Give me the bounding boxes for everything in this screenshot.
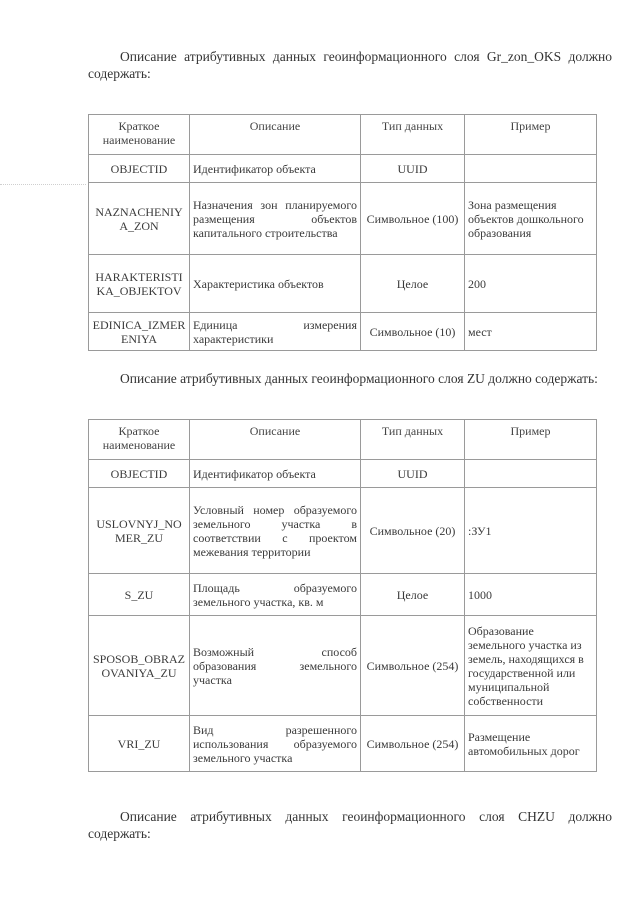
table-row [89,488,597,574]
table-row [89,183,597,255]
cell-description: Возможный способ образования земельного участка [190,616,361,716]
paragraph-gr-zon-oks [88,48,612,82]
cell-description: Единица измерения характеристики [190,313,361,351]
header-example: Пример [465,115,597,155]
table-row [89,460,597,488]
cell-short-name: S_ZU [89,574,190,616]
paragraph-text: Описание атрибутивных данных геоинформационного слоя CHZU должно содержать: [88,809,612,841]
table-row [89,313,597,351]
header-data-type: Тип данных [361,420,465,460]
table-row [89,574,597,616]
table-gr-zon-oks [88,114,597,351]
table-row [89,155,597,183]
header-description: Описание [190,420,361,460]
cell-description: Площадь образуемого земельного участка, кв. м [190,574,361,616]
cell-example [465,460,597,488]
cell-description: Условный номер образуемого земельного участка в соответствии с проектом межевания территории [190,488,361,574]
cell-data-type: Целое [361,574,465,616]
cell-data-type: UUID [361,155,465,183]
cell-description: Идентификатор объекта [190,155,361,183]
paragraph-zu [88,370,612,387]
header-short-name: Краткое наименование [89,420,190,460]
cell-short-name: NAZNACHENIYA_ZON [89,183,190,255]
cell-data-type: Символьное (10) [361,313,465,351]
cell-description: Идентификатор объекта [190,460,361,488]
cell-short-name: VRI_ZU [89,716,190,772]
cell-description: Назначения зон планируемого размещения объектов капитального строительства [190,183,361,255]
cell-description: Вид разрешенного использования образуемого земельного участка [190,716,361,772]
cell-example: 1000 [465,574,597,616]
cell-data-type: Символьное (20) [361,488,465,574]
header-example: Пример [465,420,597,460]
cell-data-type: UUID [361,460,465,488]
cell-example: :ЗУ1 [465,488,597,574]
cell-short-name: HARAKTERISTIKA_OBJEKTOV [89,255,190,313]
table-zu [88,419,597,772]
cell-example: мест [465,313,597,351]
table-row [89,616,597,716]
cell-example: 200 [465,255,597,313]
table-row [89,716,597,772]
header-data-type: Тип данных [361,115,465,155]
cell-data-type: Символьное (254) [361,616,465,716]
table-header-row [89,115,597,155]
header-description: Описание [190,115,361,155]
cell-example: Размещение автомобильных дорог [465,716,597,772]
cell-data-type: Символьное (100) [361,183,465,255]
cell-short-name: USLOVNYJ_NOMER_ZU [89,488,190,574]
cell-short-name: OBJECTID [89,460,190,488]
table-row [89,255,597,313]
cell-description: Характеристика объектов [190,255,361,313]
cell-example [465,155,597,183]
header-short-name: Краткое наименование [89,115,190,155]
paragraph-text: Описание атрибутивных данных геоинформационного слоя Gr_zon_OKS должно содержать: [88,49,612,81]
table-header-row [89,420,597,460]
cell-example: Зона размещения объектов дошкольного образования [465,183,597,255]
cell-data-type: Целое [361,255,465,313]
cell-short-name: SPOSOB_OBRAZOVANIYA_ZU [89,616,190,716]
cell-data-type: Символьное (254) [361,716,465,772]
paragraph-text: Описание атрибутивных данных геоинформационного слоя ZU должно содержать: [120,371,598,386]
paragraph-chzu [88,808,612,842]
cell-short-name: EDINICA_IZMERENIYA [89,313,190,351]
cell-short-name: OBJECTID [89,155,190,183]
cell-example: Образование земельного участка из земель, находящихся в государственной или муниципальной собственности [465,616,597,716]
scan-artifact-line [0,184,86,185]
